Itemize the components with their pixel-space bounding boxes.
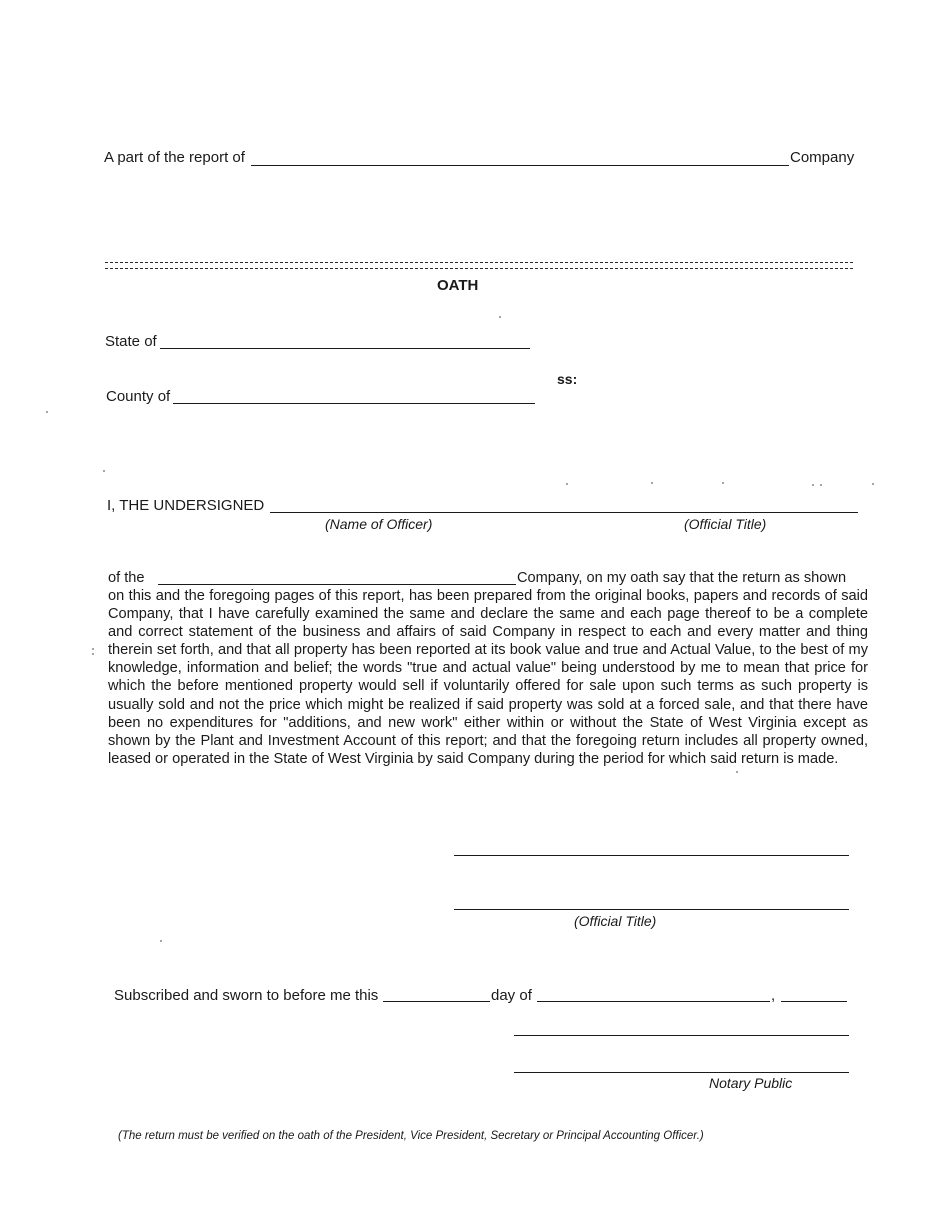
day-of-label: day of	[491, 987, 532, 1004]
signature-title-caption: (Official Title)	[574, 913, 657, 929]
company-suffix-label: Company	[790, 149, 855, 166]
notary-public-caption: Notary Public	[709, 1075, 793, 1091]
statement-first-line-tail: Company, on my oath say that the return as shown	[517, 570, 847, 586]
undersigned-label: I, THE UNDERSIGNED	[107, 497, 265, 514]
of-the-label: of the	[108, 570, 145, 586]
statement-paragraph: on this and the foregoing pages of this report, has been prepared from the original books, papers and records of said Company, that I have carefully examined the same and declare the same and each page thereof to be a complete and correct statement of the business and affairs of said Company in respect to each and every matter and thing therein set forth, and that all property has been reported at its book value and true and Actual Value, to the best of my knowledge, information and belief; the words "true and actual value" being understood by me to mean that price for which the before mentioned property would sell if voluntarily offered for sale upon such terms as such property is usually sold and not the price which might be realized if said property was sold at a forced sale, and that there have been no expenditures for "additions, and new work" either within or without the State of West Virginia except as shown by the Plant and Investment Account of this report; and that the foregoing return includes all property owned, leased or operated in the State of West Virginia by said Company during the period for which said return is made.	[108, 588, 868, 767]
date-comma: ,	[771, 987, 776, 1004]
officer-signature-field[interactable]	[454, 855, 849, 856]
ss-label: ss:	[557, 371, 578, 387]
report-of-label: A part of the report of	[104, 149, 245, 166]
year-field[interactable]	[781, 1001, 847, 1002]
name-of-officer-caption: (Name of Officer)	[325, 516, 433, 532]
scan-speck	[499, 316, 501, 318]
company-name-field[interactable]	[251, 165, 789, 166]
day-field[interactable]	[383, 1001, 490, 1002]
scan-speck	[872, 483, 874, 485]
scan-speck	[92, 648, 94, 650]
subscribed-label: Subscribed and sworn to before me this	[114, 987, 379, 1004]
notary-name-field[interactable]	[514, 1072, 849, 1073]
section-separator	[105, 262, 853, 269]
company-field-statement[interactable]	[158, 584, 516, 585]
state-label: State of	[105, 333, 157, 350]
scan-speck	[736, 771, 738, 773]
scan-speck	[46, 411, 48, 413]
oath-title: OATH	[437, 277, 479, 294]
scan-speck	[160, 940, 162, 942]
scan-speck	[812, 484, 814, 486]
signature-official-title-field[interactable]	[454, 909, 849, 910]
county-field[interactable]	[173, 403, 535, 404]
scan-speck	[92, 653, 94, 655]
scan-speck	[103, 470, 105, 472]
scan-speck	[566, 483, 568, 485]
officer-name-title-field[interactable]	[270, 512, 858, 513]
state-field[interactable]	[160, 348, 530, 349]
scan-speck	[651, 482, 653, 484]
month-field[interactable]	[537, 1001, 770, 1002]
scan-speck	[722, 482, 724, 484]
county-label: County of	[106, 388, 171, 405]
verification-footnote: (The return must be verified on the oath of the President, Vice President, Secretary or Principal Accounting Officer.)	[118, 1130, 704, 1142]
official-title-caption: (Official Title)	[684, 516, 767, 532]
notary-signature-field[interactable]	[514, 1035, 849, 1036]
scan-speck	[820, 484, 822, 486]
